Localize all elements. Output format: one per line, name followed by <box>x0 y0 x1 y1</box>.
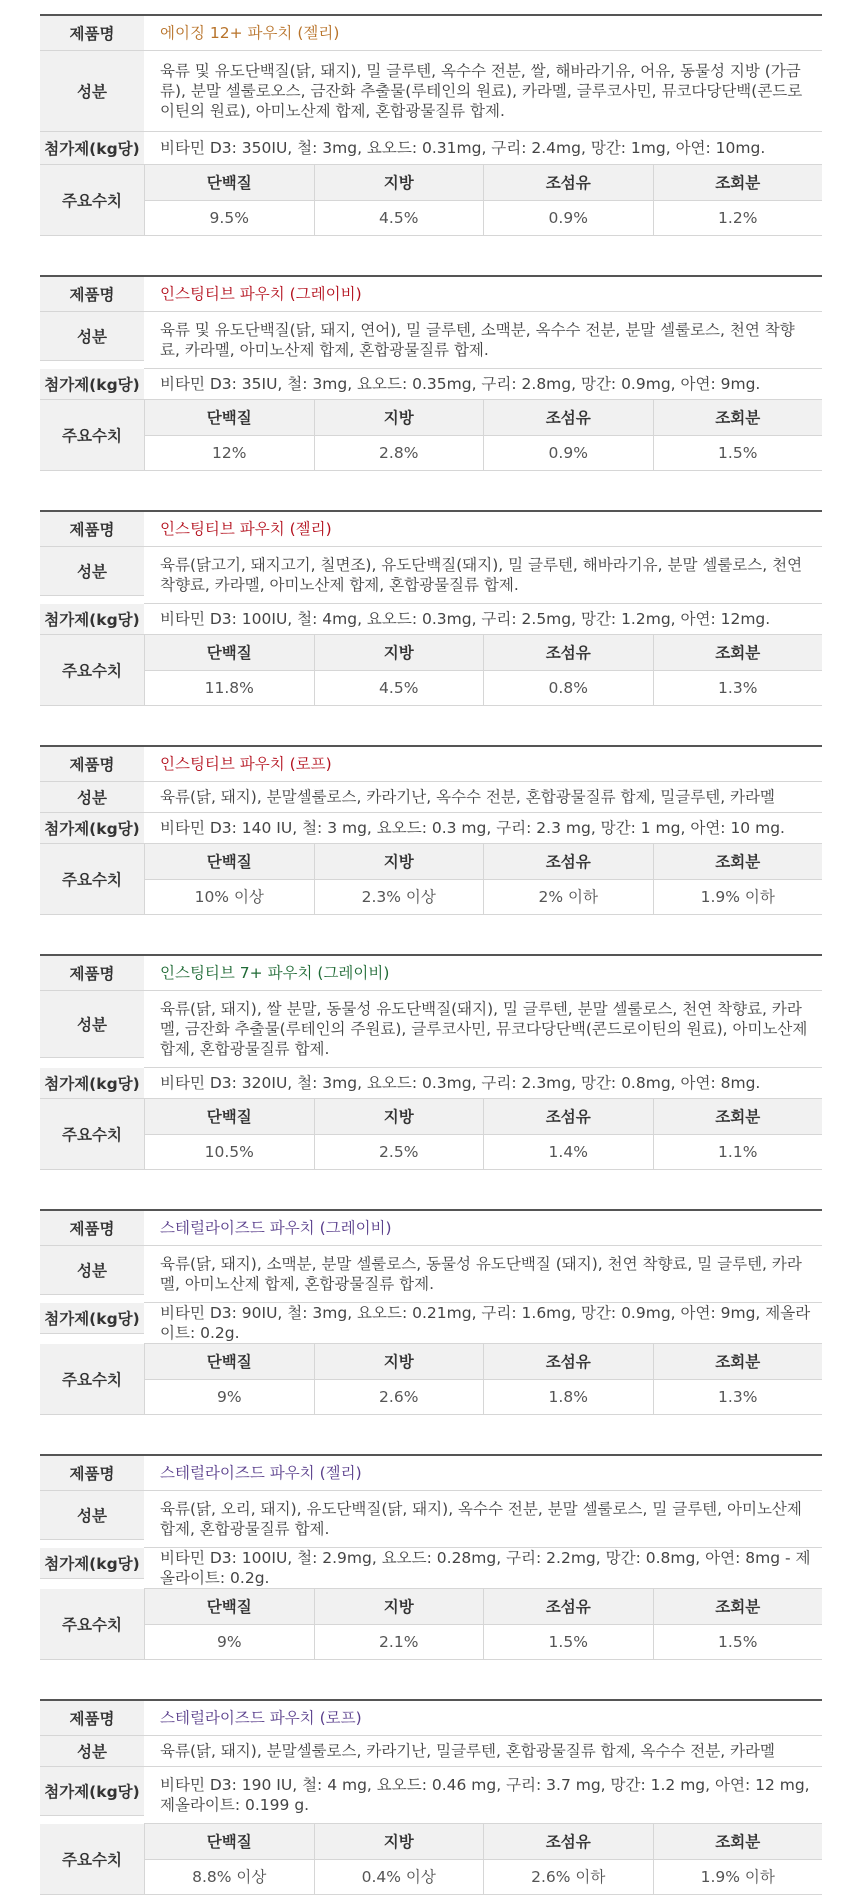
nutrients-table <box>144 400 822 470</box>
nutrient-value: 4.5% <box>314 201 484 235</box>
nutrient-header: 지방 <box>314 400 484 436</box>
product-name: 인스팅티브 7+ 파우치 (그레이비) <box>144 956 822 991</box>
nutrient-value: 8.8% 이상 <box>144 1860 314 1894</box>
product-table <box>40 954 822 1170</box>
nutrient-value: 1.4% <box>483 1135 653 1169</box>
nutrient-value: 1.2% <box>653 201 823 235</box>
ingredients-label: 성분 <box>40 1246 144 1295</box>
nutrient-header: 조섬유 <box>483 1099 653 1135</box>
ingredients-value: 육류(닭, 돼지), 소맥분, 분말 셀룰로스, 동물성 유도단백질 (돼지), 천연 착향료, 밀 글루텐, 카라멜, 아미노산제 합제, 혼합광물질류 합제. <box>144 1246 822 1303</box>
nutrient-header: 지방 <box>314 635 484 671</box>
product-table <box>40 1454 822 1660</box>
nutrient-header: 조섬유 <box>483 1344 653 1380</box>
nutrient-value: 0.8% <box>483 671 653 705</box>
nutrients-label: 주요수치 <box>40 165 144 235</box>
nutrient-header: 조섬유 <box>483 165 653 201</box>
nutrient-header: 조섬유 <box>483 1824 653 1860</box>
nutrient-value: 4.5% <box>314 671 484 705</box>
nutrient-header: 단백질 <box>144 165 314 201</box>
nutrients-grid <box>144 165 822 235</box>
nutrient-value: 2.6% 이하 <box>483 1860 653 1894</box>
product-name-label: 제품명 <box>40 1211 144 1246</box>
nutrient-value: 0.4% 이상 <box>314 1860 484 1894</box>
nutrient-header: 조섬유 <box>483 1589 653 1625</box>
nutrient-header: 단백질 <box>144 1589 314 1625</box>
additives-label: 첨가제(kg당) <box>40 1767 144 1816</box>
nutrients-table <box>144 844 822 914</box>
ingredients-value: 육류(닭, 돼지), 분말셀룰로스, 카라기난, 밀글루텐, 혼합광물질류 합제, 옥수수 전분, 카라멜 <box>144 1736 822 1767</box>
nutrient-header: 단백질 <box>144 1099 314 1135</box>
nutrient-header: 단백질 <box>144 1344 314 1380</box>
product-name: 인스팅티브 파우치 (로프) <box>144 747 822 782</box>
additives-label: 첨가제(kg당) <box>40 604 144 635</box>
nutrient-header: 조회분 <box>653 1099 823 1135</box>
nutrients-table <box>144 635 822 705</box>
nutrient-value: 1.8% <box>483 1380 653 1414</box>
nutrient-value: 1.5% <box>653 436 823 470</box>
nutrient-value: 0.9% <box>483 436 653 470</box>
additives-label: 첨가제(kg당) <box>40 369 144 400</box>
product-name-label: 제품명 <box>40 512 144 547</box>
additives-label: 첨가제(kg당) <box>40 132 144 165</box>
ingredients-value: 육류(닭, 돼지), 쌀 분말, 동물성 유도단백질(돼지), 밀 글루텐, 분말 셀룰로스, 천연 착향료, 카라멜, 금잔화 추출물(루테인의 주원료), 글루코사민, 뮤코다당단백(콘드로이틴의 원료), 아미노산제 합제, 혼합광물질류 합제. <box>144 991 822 1068</box>
ingredients-label: 성분 <box>40 547 144 596</box>
nutrients-grid <box>144 844 822 914</box>
additives-value: 비타민 D3: 100IU, 철: 4mg, 요오드: 0.3mg, 구리: 2.5mg, 망간: 1.2mg, 아연: 12mg. <box>144 604 822 635</box>
additives-value: 비타민 D3: 140 IU, 철: 3 mg, 요오드: 0.3 mg, 구리: 2.3 mg, 망간: 1 mg, 아연: 10 mg. <box>144 813 822 844</box>
nutrient-header: 단백질 <box>144 844 314 880</box>
nutrient-value: 11.8% <box>144 671 314 705</box>
nutrient-value: 9% <box>144 1380 314 1414</box>
nutrient-header: 조회분 <box>653 165 823 201</box>
nutrient-header: 단백질 <box>144 400 314 436</box>
nutrient-header: 지방 <box>314 1099 484 1135</box>
nutrients-grid <box>144 1344 822 1414</box>
nutrient-value: 1.9% 이하 <box>653 880 823 914</box>
nutrient-value: 0.9% <box>483 201 653 235</box>
nutrients-label: 주요수치 <box>40 635 144 705</box>
ingredients-value: 육류 및 유도단백질(닭, 돼지), 밀 글루텐, 옥수수 전분, 쌀, 해바라기유, 어유, 동물성 지방 (가금류), 분말 셀룰로오스, 금잔화 추출물(루테인의 원료), 카라멜, 글루코사민, 뮤코다당단백(콘드로이틴의 원료), 아미노산제 합제, 혼합광물질류 합제. <box>144 51 822 132</box>
nutrient-value: 9.5% <box>144 201 314 235</box>
nutrient-value: 2.6% <box>314 1380 484 1414</box>
nutrient-header: 조회분 <box>653 400 823 436</box>
nutrient-header: 조회분 <box>653 635 823 671</box>
nutrient-header: 조회분 <box>653 1824 823 1860</box>
product-name: 스테럴라이즈드 파우치 (로프) <box>144 1701 822 1736</box>
nutrients-table <box>144 1344 822 1414</box>
additives-value: 비타민 D3: 350IU, 철: 3mg, 요오드: 0.31mg, 구리: 2.4mg, 망간: 1mg, 아연: 10mg. <box>144 132 822 165</box>
ingredients-value: 육류(닭, 돼지), 분말셀룰로스, 카라기난, 옥수수 전분, 혼합광물질류 합제, 밀글루텐, 카라멜 <box>144 782 822 813</box>
additives-value: 비타민 D3: 320IU, 철: 3mg, 요오드: 0.3mg, 구리: 2.3mg, 망간: 0.8mg, 아연: 8mg. <box>144 1068 822 1099</box>
ingredients-value: 육류 및 유도단백질(닭, 돼지, 연어), 밀 글루텐, 소맥분, 옥수수 전분, 분말 셀룰로스, 천연 착향료, 카라멜, 아미노산제 합제, 혼합광물질류 합제. <box>144 312 822 369</box>
nutrient-value: 10.5% <box>144 1135 314 1169</box>
nutrient-header: 조회분 <box>653 844 823 880</box>
nutrient-value: 1.1% <box>653 1135 823 1169</box>
ingredients-label: 성분 <box>40 1491 144 1540</box>
nutrient-header: 조섬유 <box>483 400 653 436</box>
nutrients-label: 주요수치 <box>40 1824 144 1894</box>
product-table <box>40 1699 822 1895</box>
product-table <box>40 14 822 236</box>
product-name-label: 제품명 <box>40 16 144 51</box>
nutrients-grid <box>144 635 822 705</box>
product-name-label: 제품명 <box>40 747 144 782</box>
product-name: 에이징 12+ 파우치 (젤리) <box>144 16 822 51</box>
nutrient-value: 9% <box>144 1625 314 1659</box>
product-name: 인스팅티브 파우치 (젤리) <box>144 512 822 547</box>
nutrient-header: 지방 <box>314 1824 484 1860</box>
product-table <box>40 1209 822 1415</box>
nutrient-header: 지방 <box>314 1344 484 1380</box>
nutrient-value: 2.1% <box>314 1625 484 1659</box>
nutrients-grid <box>144 1589 822 1659</box>
additives-value: 비타민 D3: 35IU, 철: 3mg, 요오드: 0.35mg, 구리: 2.8mg, 망간: 0.9mg, 아연: 9mg. <box>144 369 822 400</box>
additives-value: 비타민 D3: 90IU, 철: 3mg, 요오드: 0.21mg, 구리: 1.6mg, 망간: 0.9mg, 아연: 9mg, 제올라이트: 0.2g. <box>144 1303 822 1344</box>
nutrient-header: 조회분 <box>653 1344 823 1380</box>
ingredients-label: 성분 <box>40 51 144 132</box>
ingredients-value: 육류(닭고기, 돼지고기, 칠면조), 유도단백질(돼지), 밀 글루텐, 해바라기유, 분말 셀룰로스, 천연 착향료, 카라멜, 아미노산제 합제, 혼합광물질류 합제. <box>144 547 822 604</box>
ingredients-label: 성분 <box>40 312 144 361</box>
nutrients-label: 주요수치 <box>40 400 144 470</box>
nutrients-label: 주요수치 <box>40 1344 144 1414</box>
product-name: 스테럴라이즈드 파우치 (젤리) <box>144 1456 822 1491</box>
ingredients-label: 성분 <box>40 1736 144 1767</box>
nutrient-value: 1.3% <box>653 671 823 705</box>
nutrient-value: 2.3% 이상 <box>314 880 484 914</box>
additives-label: 첨가제(kg당) <box>40 813 144 844</box>
nutrients-table <box>144 1589 822 1659</box>
nutrient-header: 지방 <box>314 1589 484 1625</box>
nutrient-header: 단백질 <box>144 1824 314 1860</box>
nutrients-grid <box>144 1824 822 1894</box>
nutrients-grid <box>144 1099 822 1169</box>
nutrient-header: 조섬유 <box>483 635 653 671</box>
ingredients-label: 성분 <box>40 991 144 1058</box>
nutrient-value: 1.5% <box>483 1625 653 1659</box>
nutrients-table <box>144 1099 822 1169</box>
nutrients-label: 주요수치 <box>40 844 144 914</box>
nutrient-header: 조회분 <box>653 1589 823 1625</box>
nutrient-header: 단백질 <box>144 635 314 671</box>
nutrient-value: 10% 이상 <box>144 880 314 914</box>
additives-label: 첨가제(kg당) <box>40 1303 144 1334</box>
nutrients-label: 주요수치 <box>40 1589 144 1659</box>
product-table <box>40 510 822 706</box>
nutrients-grid <box>144 400 822 470</box>
product-name: 스테럴라이즈드 파우치 (그레이비) <box>144 1211 822 1246</box>
product-table <box>40 745 822 915</box>
ingredients-value: 육류(닭, 오리, 돼지), 유도단백질(닭, 돼지), 옥수수 전분, 분말 셀룰로스, 밀 글루텐, 아미노산제 합제, 혼합광물질류 합제. <box>144 1491 822 1548</box>
nutrient-value: 2.5% <box>314 1135 484 1169</box>
nutrients-table <box>144 165 822 235</box>
nutrient-value: 2% 이하 <box>483 880 653 914</box>
nutrient-header: 지방 <box>314 165 484 201</box>
additives-value: 비타민 D3: 190 IU, 철: 4 mg, 요오드: 0.46 mg, 구리: 3.7 mg, 망간: 1.2 mg, 아연: 12 mg, 제올라이트: 0.199 g. <box>144 1767 822 1824</box>
nutrient-value: 2.8% <box>314 436 484 470</box>
nutrient-value: 12% <box>144 436 314 470</box>
nutrient-header: 조섬유 <box>483 844 653 880</box>
nutrient-value: 1.3% <box>653 1380 823 1414</box>
product-name: 인스팅티브 파우치 (그레이비) <box>144 277 822 312</box>
additives-value: 비타민 D3: 100IU, 철: 2.9mg, 요오드: 0.28mg, 구리: 2.2mg, 망간: 0.8mg, 아연: 8mg - 제올라이트: 0.2g. <box>144 1548 822 1589</box>
nutrients-table <box>144 1824 822 1894</box>
ingredients-label: 성분 <box>40 782 144 813</box>
product-name-label: 제품명 <box>40 277 144 312</box>
additives-label: 첨가제(kg당) <box>40 1068 144 1099</box>
additives-label: 첨가제(kg당) <box>40 1548 144 1579</box>
product-name-label: 제품명 <box>40 956 144 991</box>
product-table <box>40 275 822 471</box>
nutrient-value: 1.5% <box>653 1625 823 1659</box>
nutrient-header: 지방 <box>314 844 484 880</box>
nutrient-value: 1.9% 이하 <box>653 1860 823 1894</box>
product-name-label: 제품명 <box>40 1456 144 1491</box>
nutrients-label: 주요수치 <box>40 1099 144 1169</box>
product-name-label: 제품명 <box>40 1701 144 1736</box>
